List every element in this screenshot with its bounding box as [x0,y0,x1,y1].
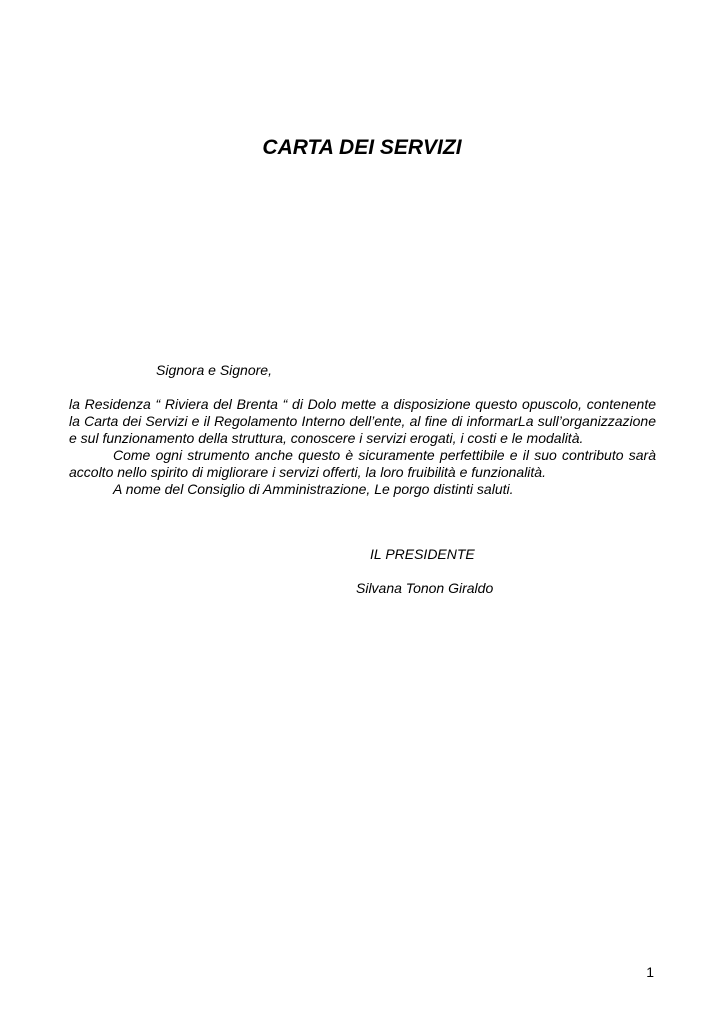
salutation: Signora e Signore, [156,362,272,378]
paragraph-intro: la Residenza “ Riviera del Brenta “ di Dolo mette a disposizione questo opuscolo, contenente la Carta dei Servizi e il Regolamento Interno dell’ente, al fine di informarLa sull’organizzazione e sul funzionamento della struttura, conoscere i servizi erogati, i costi e le modalità. [69,396,656,446]
paragraph-improvement: Come ogni strumento anche questo è sicuramente perfettibile e il suo contributo sarà accolto nello spirito di migliorare i servizi offerti, la loro fruibilità e funzionalità. [69,447,656,480]
page-number: 1 [646,964,654,980]
paragraph-greeting: A nome del Consiglio di Amministrazione, Le porgo distinti saluti. [113,481,514,497]
document-title: CARTA DEI SERVIZI [262,136,462,159]
signature-role: IL PRESIDENTE [370,546,475,562]
signature-name: Silvana Tonon Giraldo [356,580,494,596]
letter-body [69,396,656,498]
